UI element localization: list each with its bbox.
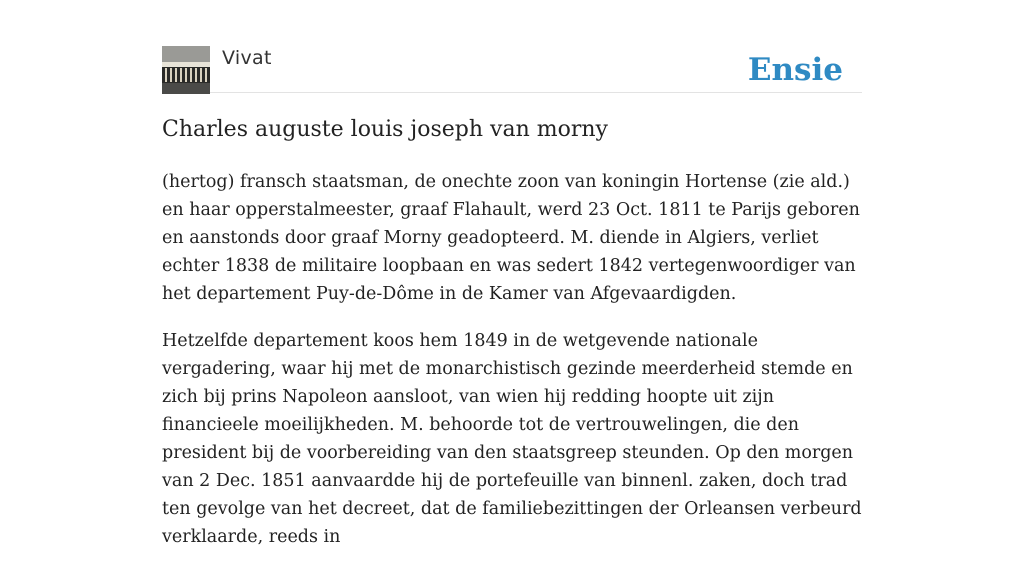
paragraph: Hetzelfde departement koos hem 1849 in de wetgevende nationale vergadering, waar hij met de monarchistisch gezinde meerderheid stemde en zich bij prins Napoleon aansloot, van wien hij redding hoopte uit zijn financieele moeilijkheden. M. behoorde tot de vertrouwelingen, die den president bij de voorbereiding van den staatsgreep steunden. Op den morgen van 2 Dec. 1851 aanvaardde hij de portefeuille van binnenl. zaken, doch trad ten gevolge van het decreet, dat de familiebezittingen der Orleansen verbeurd verklaarde, reeds in	[162, 331, 862, 547]
article-title: Charles auguste louis joseph van morny	[162, 117, 608, 142]
header	[162, 46, 862, 93]
author-name[interactable]: Vivat	[222, 47, 272, 69]
brand-logo[interactable]: Ensie	[747, 52, 843, 88]
avatar[interactable]	[162, 46, 210, 94]
paragraph: (hertog) fransch staatsman, de onechte zoon van koningin Hortense (zie ald.) en haar opperstalmeester, graaf Flahault, werd 23 Oct. 1811 te Parijs geboren en aanstonds door graaf Morny geadopteerd. M. diende in Algiers, verliet echter 1838 de militaire loopbaan en was sedert 1842 vertegenwoordiger van het departement Puy-de-Dôme in de Kamer van Afgevaardigden.	[162, 172, 860, 304]
avatar-photo-icon	[162, 46, 210, 94]
article-body	[162, 168, 862, 570]
